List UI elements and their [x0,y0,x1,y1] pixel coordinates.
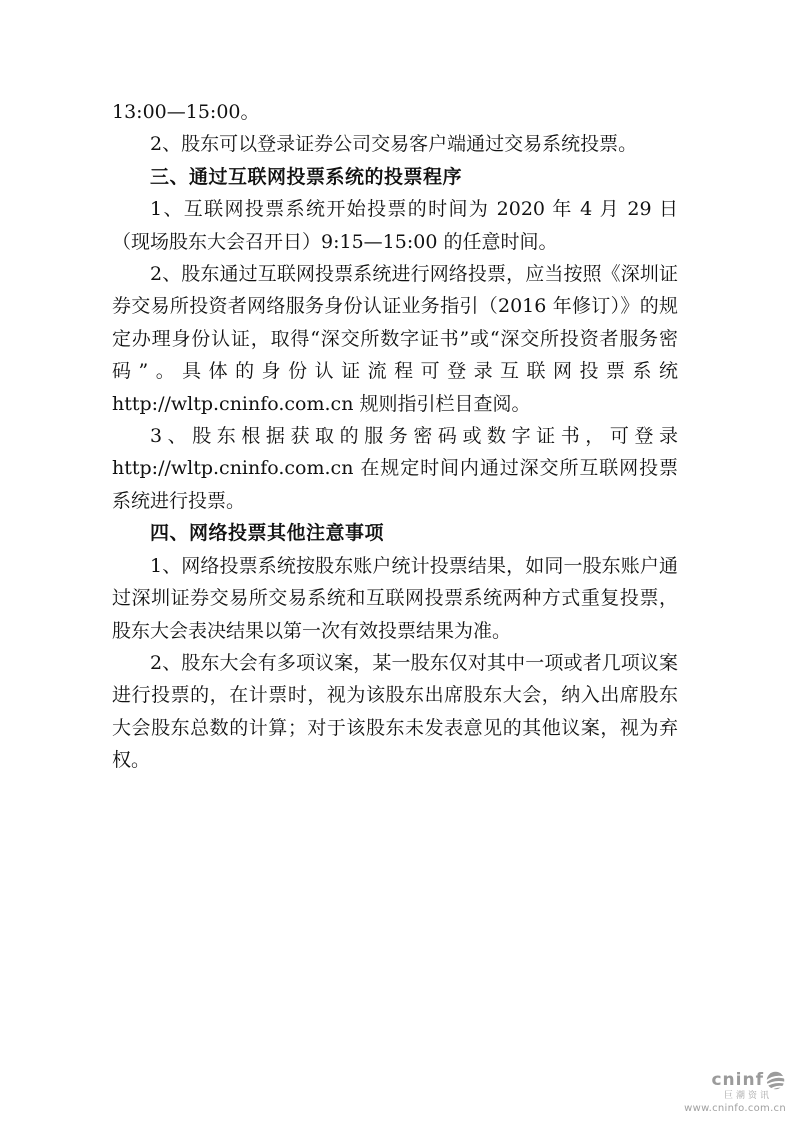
cninfo-brand-row [684,1070,786,1091]
paragraph: 3、股东根据获取的服务密码或数字证书，可登录 http://wltp.cninfo.com.cn 在规定时间内通过深交所互联网投票系统进行投票。 [112,425,678,512]
paragraph: 1、互联网投票系统开始投票的时间为 2020 年 4 月 29 日（现场股东大会召开日）9:15—15:00 的任意时间。 [112,198,678,253]
cninfo-chinese-name: 巨潮资讯 [723,1091,772,1102]
cninfo-swirl-icon [765,1070,786,1091]
section-heading-4: 四、网络投票其他注意事项 [150,522,385,545]
cninfo-watermark [684,1070,786,1114]
document-body [112,96,678,777]
paragraph: 2、股东大会有多项议案，某一股东仅对其中一项或者几项议案进行投票的，在计票时，视为该股东出席股东大会，纳入出席股东大会股东总数的计算；对于该股东未发表意见的其他议案，视为弃权。 [112,651,678,772]
paragraph: 2、股东通过互联网投票系统进行网络投票，应当按照《深圳证券交易所投资者网络服务身份认证业务指引（2016 年修订）》的规定办理身份认证，取得“深交所数字证书”或“深交所投资者服务密码”。具体的身份认证流程可登录互联网投票系统 http://wltp.cninfo.com.cn 规则指引栏目查阅。 [112,263,678,415]
paragraph: 1、网络投票系统按股东账户统计投票结果，如同一股东账户通过深圳证券交易所交易系统和互联网投票系统两种方式重复投票，股东大会表决结果以第一次有效投票结果为准。 [112,554,678,642]
section-heading-3: 三、通过互联网投票系统的投票程序 [150,165,463,188]
paragraph-continuation: 13:00—15:00。 [112,101,260,123]
cninfo-brand-text: cninf [711,1070,764,1091]
paragraph: 2、股东可以登录证券公司交易客户端通过交易系统投票。 [150,133,638,156]
cninfo-url: www.cninfo.com.cn [684,1103,786,1114]
